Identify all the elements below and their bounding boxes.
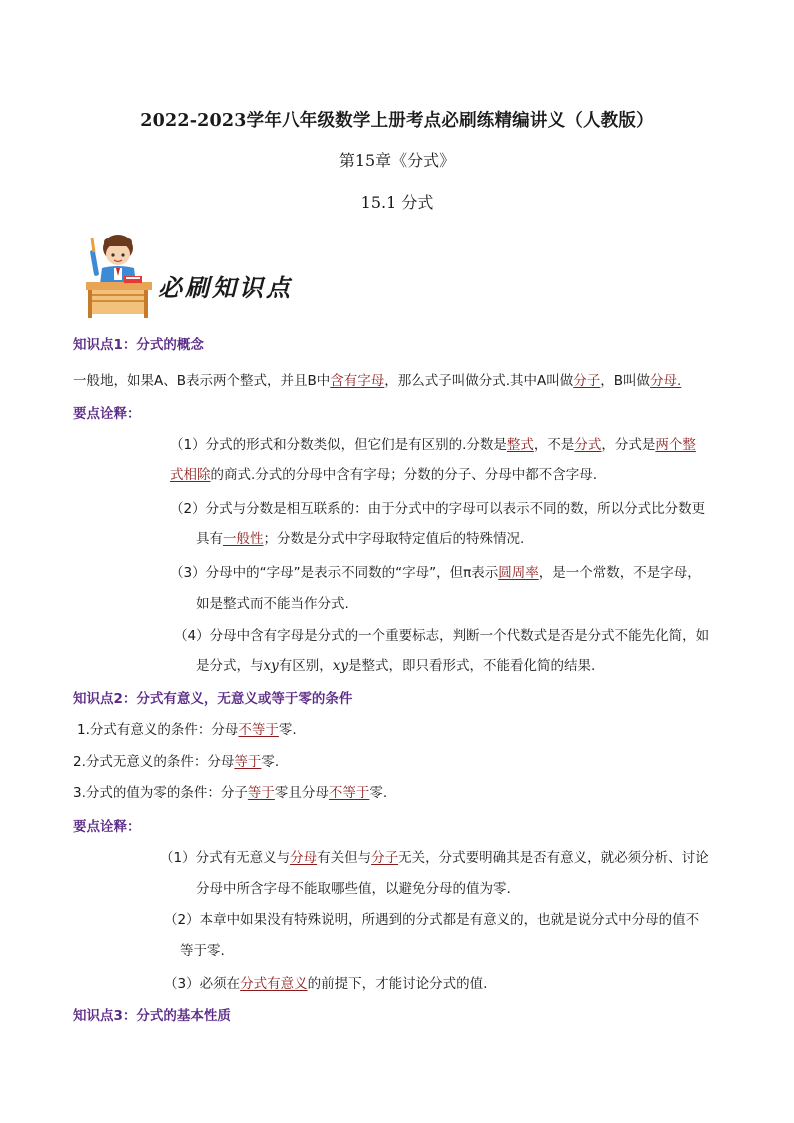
kp1-note4-line2: [196, 654, 595, 674]
note-term: 式相除: [170, 467, 211, 483]
note-text: ；分数是分式中字母取特定值后的特殊情况.: [263, 531, 525, 547]
kp1-definition: [73, 369, 681, 389]
note-text: （3）分母中的“字母”是表示不同数的“字母”，但π表示: [170, 565, 499, 581]
cond-text: 1.分式有意义的条件：分母: [77, 722, 239, 738]
note-term: 整式: [506, 437, 534, 453]
banner-label: 必刷知识点: [158, 274, 293, 302]
math-var: xy: [263, 658, 279, 674]
kp2-note3: [164, 972, 487, 992]
kp2-note-title: 要点诠释：: [73, 819, 141, 835]
def-term: 含有字母: [330, 373, 385, 389]
cond-term: 等于: [247, 785, 275, 801]
cond-term: 不等于: [238, 722, 279, 738]
note-text: 的前提下，才能讨论分式的值.: [307, 976, 488, 992]
note-term: 分母: [290, 850, 318, 866]
cond-term: 不等于: [328, 785, 370, 801]
cond-term: 等于: [234, 754, 262, 770]
kp1-note4-line1: （4）分母中含有字母是分式的一个重要标志，判断一个代数式是否是分式不能先化简，如: [174, 628, 710, 644]
kp1-note3-line1: [170, 561, 701, 581]
cond-text: 3.分式的值为零的条件：分子: [73, 785, 248, 801]
kp2-condition-2: [73, 750, 279, 770]
note-text: ，分式是: [601, 437, 656, 453]
note-text: （1）分式有无意义与: [160, 850, 291, 866]
kp1-note3-line2: 如是整式而不能当作分式.: [196, 596, 349, 612]
student-desk-illustration: [78, 228, 160, 320]
def-text: ，那么式子叫做分式.其中A叫做: [384, 373, 574, 389]
kp3-title: 知识点3：分式的基本性质: [73, 1008, 231, 1024]
kp1-note1-line2: [170, 463, 597, 483]
kp2-note1-line1: [160, 846, 709, 866]
note-text: 有关但与: [317, 850, 372, 866]
kp2-condition-1: [77, 718, 297, 738]
document-title: 2022-2023学年八年级数学上册考点必刷练精编讲义（人教版）: [140, 111, 654, 131]
note-text: 有区别，: [278, 658, 333, 674]
chapter-title: 第15章《分式》: [338, 151, 456, 170]
cond-text: 零.: [369, 785, 388, 801]
kp1-note2-line2: [196, 527, 524, 547]
section-title: 15.1 分式: [360, 193, 434, 212]
kp2-title: 知识点2：分式有意义，无意义或等于零的条件: [73, 691, 353, 707]
note-term: 两个整: [655, 437, 696, 453]
def-term: 分子: [573, 373, 601, 389]
note-term: 分式: [574, 437, 602, 453]
note-text: ，不是: [533, 437, 575, 453]
cond-text: 零且分母: [274, 785, 329, 801]
note-text: （1）分式的形式和分数类似，但它们是有区别的.分数是: [170, 437, 507, 453]
math-var: xy: [332, 658, 348, 674]
note-term: 一般性: [223, 531, 264, 547]
note-text: 是整式，即只看形式，不能看化简的结果.: [348, 658, 596, 674]
kp2-note2-line2: 等于零.: [180, 943, 225, 959]
kp2-condition-3: [73, 781, 387, 801]
note-text: 是分式，与: [196, 658, 264, 674]
cond-text: 零.: [261, 754, 280, 770]
note-term: 圆周率: [498, 565, 539, 581]
kp1-note-title: 要点诠释：: [73, 406, 141, 422]
cond-text: 零.: [278, 722, 297, 738]
kp1-note1-line1: [170, 433, 696, 453]
note-text: ，是一个常数，不是字母，: [538, 565, 701, 581]
def-term: 分母.: [650, 373, 682, 389]
kp2-note2-line1: （2）本章中如果没有特殊说明，所遇到的分式都是有意义的，也就是说分式中分母的值不: [164, 912, 700, 928]
note-term: 分式有意义: [240, 976, 308, 992]
def-text: 一般地，如果A、B表示两个整式，并且B中: [73, 373, 331, 389]
note-term: 分子: [371, 850, 399, 866]
note-text: （3）必须在: [164, 976, 241, 992]
def-text: ，B叫做: [600, 373, 651, 389]
note-text: 无关，分式要明确其是否有意义，就必须分析、讨论: [398, 850, 709, 866]
cond-text: 2.分式无意义的条件：分母: [73, 754, 235, 770]
kp2-note1-line2: 分母中所含字母不能取哪些值，以避免分母的值为零.: [196, 881, 511, 897]
kp1-note2-line1: （2）分式与分数是相互联系的：由于分式中的字母可以表示不同的数，所以分式比分数更: [170, 501, 706, 517]
note-text: 的商式.分式的分母中含有字母；分数的分子、分母中都不含字母.: [210, 467, 598, 483]
note-text: 具有: [196, 531, 223, 547]
kp1-title: 知识点1：分式的概念: [73, 337, 204, 353]
